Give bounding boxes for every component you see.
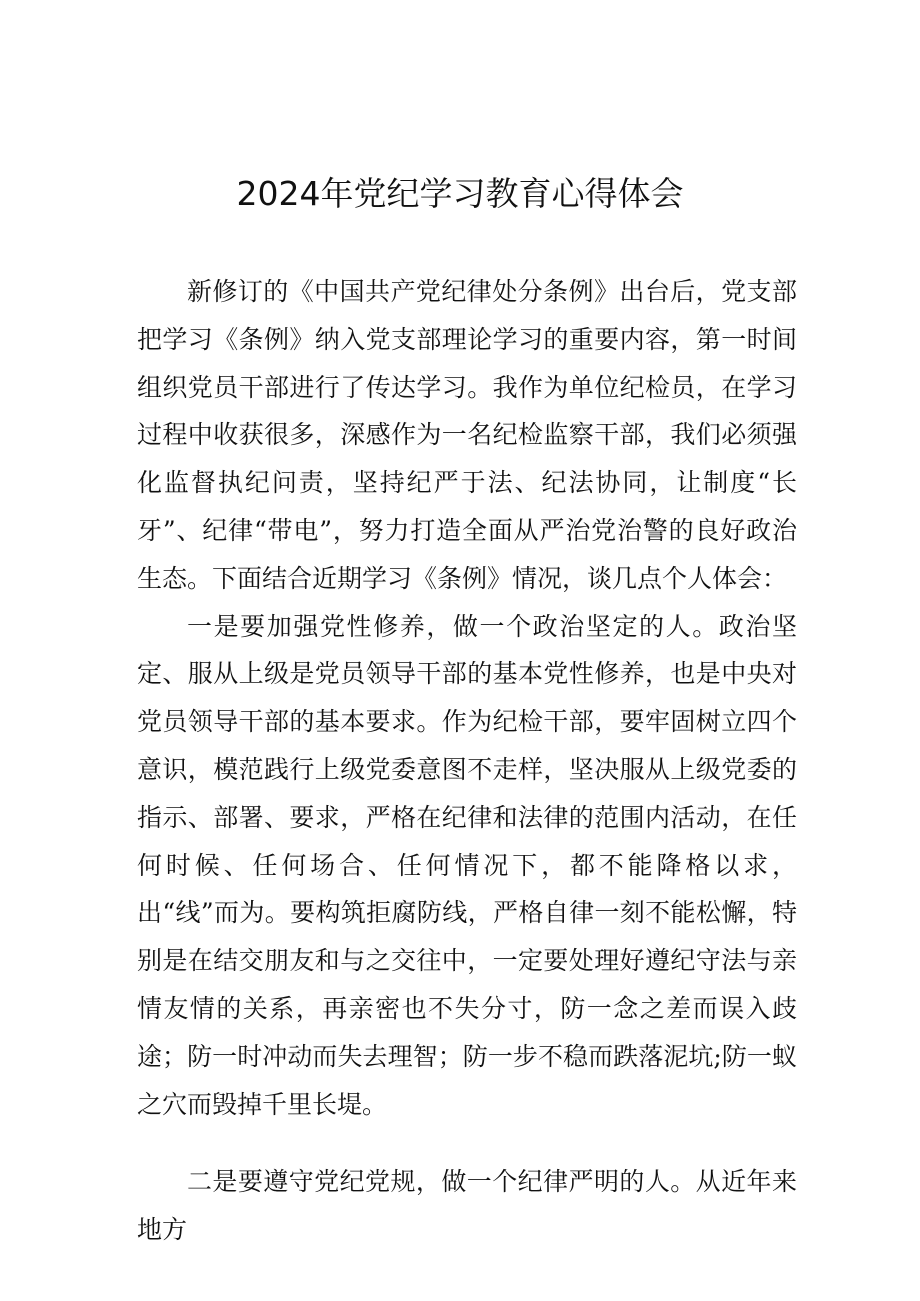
paragraph-point-one: 一是要加强党性修养，做一个政治坚定的人。政治坚定、服从上级是党员领导干部的基本党性修养，也是中央对党员领导干部的基本要求。作为纪检干部，要牢固树立四个意识，模范践行上级党委意图不走样，坚决服从上级党委的指示、部署、要求，严格在纪律和法律的范围内活动，在任何时候、任何场合、任何情况下，都不能降格以求，出“线”而为。要构筑拒腐防线，严格自律一刻不能松懈，特别是在结交朋友和与之交往中，一定要处理好遵纪守法与亲情友情的关系，再亲密也不失分寸，防一念之差而误入歧途；防一时冲动而失去理智；防一步不稳而跌落泥坑;防一蚁之穴而毁掉千里长堤。: [137, 611, 797, 1119]
document-title: 2024年党纪学习教育心得体会: [236, 174, 684, 213]
paragraph-intro: 新修订的《中国共产党纪律处分条例》出台后，党支部把学习《条例》纳入党支部理论学习的重要内容，第一时间组织党员干部进行了传达学习。我作为单位纪检员，在学习过程中收获很多，深感作为一名纪检监察干部，我们必须强化监督执纪问责，坚持纪严于法、纪法协同，让制度“长牙”、纪律“带电”，努力打造全面从严治党治警的良好政治生态。下面结合近期学习《条例》情况，谈几点个人体会：: [137, 277, 797, 593]
paragraph-spacer: [137, 1128, 797, 1158]
document-body: [137, 268, 797, 1254]
paragraph-point-two: 二是要遵守党纪党规，做一个纪律严明的人。从近年来地方: [137, 1167, 797, 1245]
